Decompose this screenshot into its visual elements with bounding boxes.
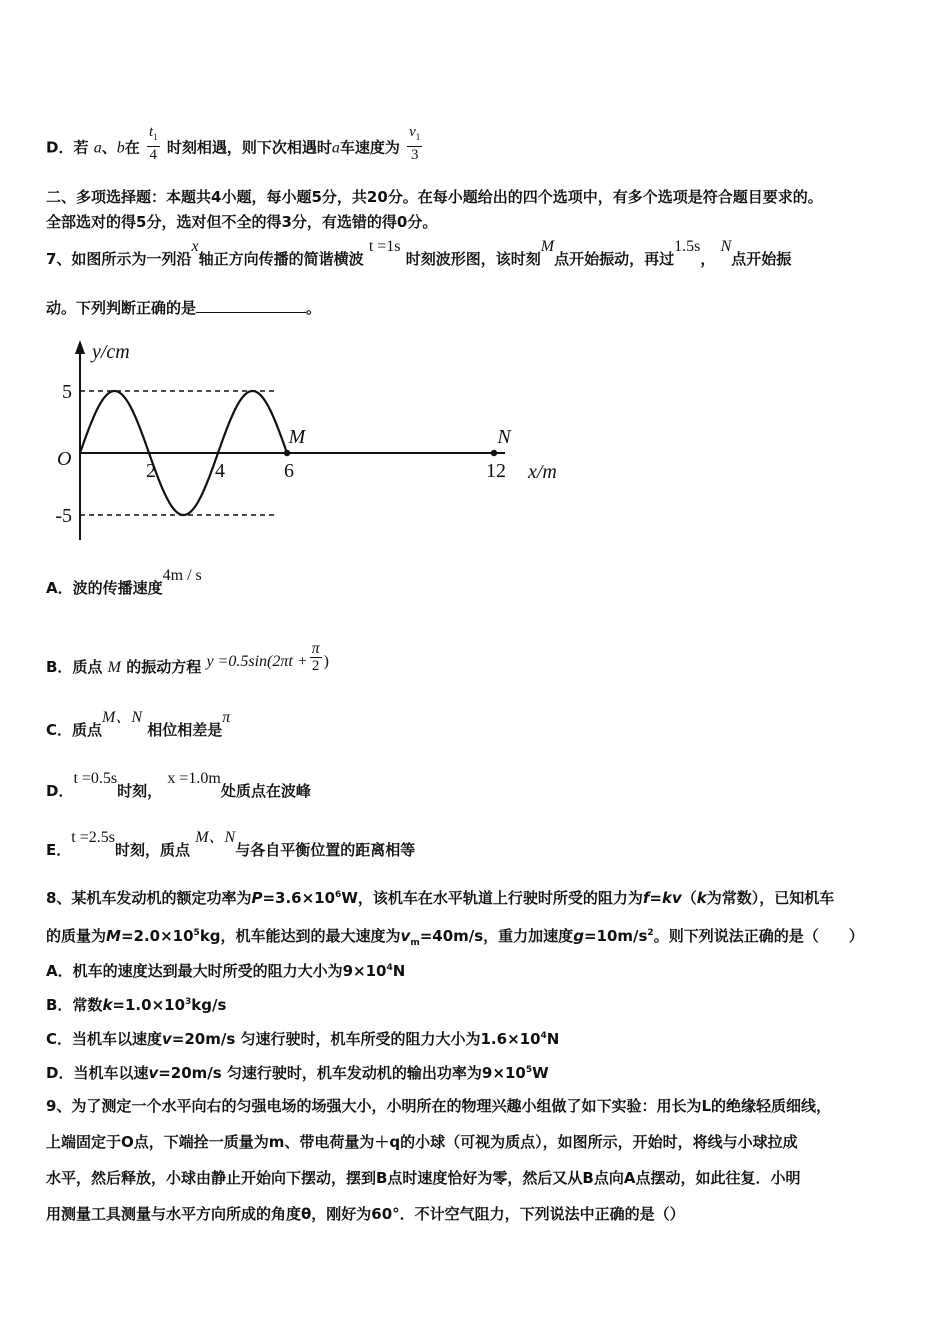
wave-chart	[50, 332, 590, 552]
q8-stem-line1: 8、某机车发动机的额定功率为$P=3.6\times 10^6W$，该机车在水平轨道上行驶时所受的阻力为f=kv（k为常数），已知机车	[46, 889, 835, 907]
fraction-t1-over-4: $\frac{t_1}{4}$	[148, 124, 158, 163]
q9-stem-line4: 用测量工具测量与水平方向所成的角度θ，刚好为60°．不计空气阻力，下列说法中正确的是（）	[46, 1205, 685, 1223]
q7-stem-line2: 动。下列判断正确的是 。	[46, 299, 322, 317]
y-axis-label: y/cm	[92, 341, 130, 363]
q7-stem-line1: 7、如图所示为一列沿x轴正方向传播的简谐横波 t =1s 时刻波形图，该时刻M点开始振动，再过1.5s， N点开始振	[46, 238, 792, 268]
y-axis-arrow	[75, 340, 85, 354]
q9-stem-line2: 上端固定于O点，下端拴一质量为m、带电荷量为＋q的小球（可视为质点），如图所示，开始时，将线与小球拉成	[46, 1133, 798, 1151]
section-2-instructions: 二、多项选择题：本题共4小题，每小题5分，共20分。在每小题给出的四个选项中，有多个选项是符合题目要求的。	[46, 188, 823, 206]
x-tick-label: 2	[146, 460, 156, 482]
vibration-equation: y =0.5sin(2πt + $\frac{\pi}{2}$ )	[206, 640, 329, 674]
prev-option-d[interactable]: D．若 a、b在 $\frac{t_1}{4}$ 时刻相遇，则下次相遇时a车速度为 $\frac{v_1}{3}$	[46, 124, 421, 163]
point-label-N: N	[497, 426, 511, 448]
q8-option-c[interactable]: C．当机车以速度v=20m/s 匀速行驶时，机车所受的阻力大小为$1.6\times 10^4N$	[46, 1030, 560, 1048]
origin-label: O	[57, 448, 72, 470]
q8-option-d[interactable]: D．当机车以速v=20m/s 匀速行驶时，机车发动机的输出功率为$9\times 10^5W$	[46, 1064, 549, 1082]
q7-option-c[interactable]: C．质点M、N 相位相差是π	[46, 709, 231, 739]
q7-option-b[interactable]: B．质点 M 的振动方程 y =0.5sin(2πt + $\frac{\pi}{2}$ )	[46, 640, 329, 676]
x-tick-label: 12	[486, 460, 506, 482]
point-N	[491, 450, 497, 456]
y-tick-label: -5	[55, 505, 72, 527]
answer-blank[interactable]	[196, 298, 306, 313]
x-tick-label: 4	[215, 460, 225, 482]
q9-stem-line3: 水平，然后释放，小球由静止开始向下摆动，摆到B点时速度恰好为零，然后又从B点向A点摆动，如此往复．小明	[46, 1169, 801, 1187]
point-M	[284, 450, 290, 456]
q7-option-d[interactable]: D．t =0.5s时刻， x =1.0m处质点在波峰	[46, 770, 311, 800]
point-label-M: M	[288, 426, 306, 448]
x-tick-label: 6	[284, 460, 294, 482]
q7-option-a[interactable]: A．波的传播速度4m / s	[46, 567, 202, 597]
q8-stem-line2: 的质量为$M=2.0\times 10^5kg$，机车能达到的最大速度为$v_m=40m/s$，重力加速度$g=10m/s^2$。则下列说法正确的是（ ）	[46, 927, 864, 948]
q8-option-a[interactable]: A．机车的速度达到最大时所受的阻力大小为$9\times 10^4N$	[46, 962, 406, 980]
q8-option-b[interactable]: B．常数$k=1.0\times 10^3kg/s$	[46, 996, 227, 1014]
section-2-scoring: 全部选对的得5分，选对但不全的得3分，有选错的得0分。	[46, 213, 438, 231]
q7-option-e[interactable]: E．t =2.5s时刻，质点 M、N与各自平衡位置的距离相等	[46, 829, 416, 859]
q9-stem-line1: 9、为了测定一个水平向右的匀强电场的场强大小，小明所在的物理兴趣小组做了如下实验：用长为L的绝缘轻质细线，	[46, 1097, 832, 1115]
x-axis-label: x/m	[528, 461, 557, 483]
y-tick-label: 5	[62, 381, 72, 403]
fraction-v1-over-3: $\frac{v_1}{3}$	[409, 124, 421, 163]
